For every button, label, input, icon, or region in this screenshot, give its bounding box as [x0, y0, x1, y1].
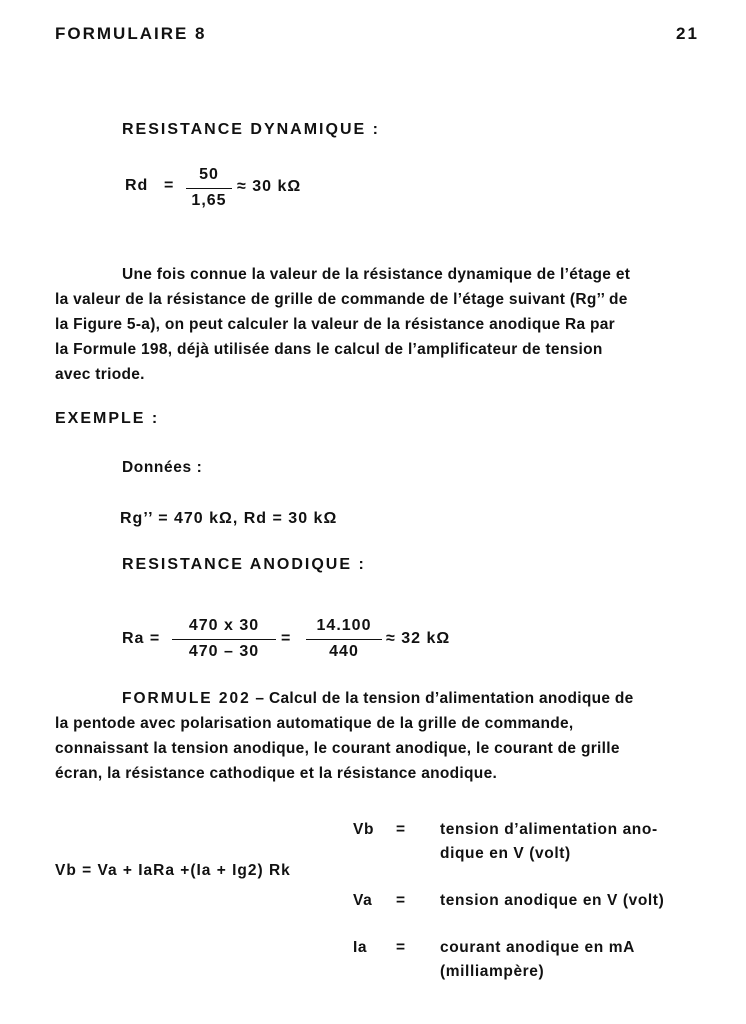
- ra-numerator-2: 14.100: [316, 617, 372, 634]
- rd-numerator: 50: [199, 166, 219, 183]
- paragraph-line: avec triode.: [55, 366, 145, 383]
- running-header: FORMULAIRE 8: [55, 24, 207, 43]
- def-desc-vb: tension d’alimentation ano- dique en V (volt): [440, 821, 658, 862]
- ra-result: ≈ 32 kΩ: [386, 630, 451, 647]
- ra-lhs: Ra =: [122, 630, 161, 647]
- rd-fraction-bar: [186, 188, 232, 189]
- def-symbol-ia: Ia: [353, 939, 368, 956]
- donnees-label: Données :: [122, 459, 203, 476]
- rd-equals: =: [164, 177, 175, 194]
- paragraph-intro: [55, 262, 699, 387]
- ra-equals: =: [281, 630, 292, 647]
- ra-numerator-1: 470 x 30: [188, 617, 260, 634]
- paragraph-line: Une fois connue la valeur de la résistance dynamique de l’étage et: [122, 266, 631, 283]
- def-equals-va: =: [396, 892, 406, 909]
- paragraph-line: FORMULE 202 – Calcul de la tension d’alimentation anodique de: [122, 690, 634, 707]
- ra-fraction-bar-2: [306, 639, 382, 640]
- heading-resistance-dynamique: RESISTANCE DYNAMIQUE :: [122, 121, 380, 138]
- formule-202-title: FORMULE 202: [122, 690, 251, 707]
- def-desc-ia: courant anodique en mA (milliampère): [440, 939, 635, 980]
- page-number: 21: [676, 24, 699, 43]
- def-symbol-va: Va: [353, 892, 373, 909]
- rd-lhs: Rd: [125, 177, 149, 194]
- rd-denominator: 1,65: [191, 192, 227, 209]
- heading-resistance-anodique: RESISTANCE ANODIQUE :: [122, 556, 366, 573]
- rd-fraction: [186, 165, 232, 211]
- paragraph-line: la Formule 198, déjà utilisée dans le calcul de l’amplificateur de tension: [55, 341, 603, 358]
- paragraph-line: la valeur de la résistance de grille de commande de l’étage suivant (Rg’’ de: [55, 291, 628, 308]
- def-equals-vb: =: [396, 821, 406, 838]
- ra-denominator-1: 470 – 30: [188, 643, 260, 660]
- paragraph-line: la Figure 5-a), on peut calculer la valeur de la résistance anodique Ra par: [55, 316, 616, 333]
- paragraph-formule-202: [55, 686, 699, 786]
- paragraph-line: la pentode avec polarisation automatique de la grille de commande,: [55, 715, 574, 732]
- ra-fraction-bar-1: [172, 639, 276, 640]
- def-equals-ia: =: [396, 939, 406, 956]
- rd-result: ≈ 30 kΩ: [237, 178, 302, 195]
- paragraph-line: écran, la résistance cathodique et la résistance anodique.: [55, 765, 498, 782]
- def-desc-va: tension anodique en V (volt): [440, 892, 665, 909]
- ra-denominator-2: 440: [329, 643, 359, 660]
- def-symbol-vb: Vb: [353, 821, 375, 838]
- ra-fraction-2: [306, 616, 382, 662]
- vb-equation: Vb = Va + IaRa +(Ia + Ig2) Rk: [55, 862, 291, 879]
- given-values: Rg’’ = 470 kΩ, Rd = 30 kΩ: [120, 510, 338, 527]
- paragraph-line: connaissant la tension anodique, le courant anodique, le courant de grille: [55, 740, 620, 757]
- heading-exemple: EXEMPLE :: [55, 410, 160, 427]
- ra-fraction-1: [172, 616, 276, 662]
